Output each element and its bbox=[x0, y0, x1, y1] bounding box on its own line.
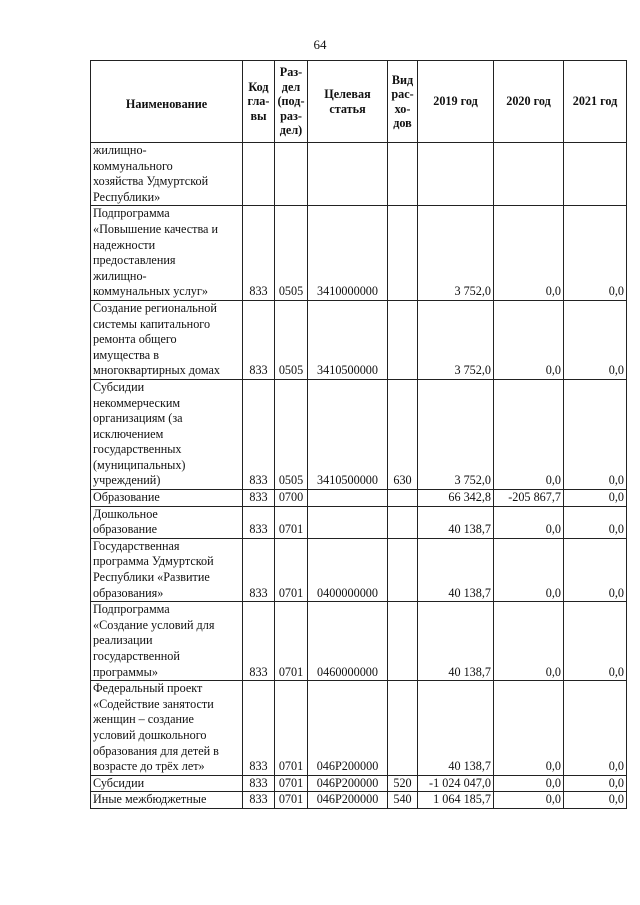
cell-y2020: 0,0 bbox=[494, 206, 564, 301]
cell-statya: 3410500000 bbox=[308, 379, 388, 489]
table-row bbox=[91, 379, 627, 489]
cell-y2020: 0,0 bbox=[494, 602, 564, 681]
cell-kod: 833 bbox=[243, 775, 275, 792]
cell-kod: 833 bbox=[243, 538, 275, 601]
cell-y2020: 0,0 bbox=[494, 775, 564, 792]
cell-razdel: 0505 bbox=[275, 206, 308, 301]
cell-vid: 630 bbox=[388, 379, 418, 489]
table-body bbox=[91, 143, 627, 809]
cell-statya bbox=[308, 490, 388, 507]
cell-statya: 046P200000 bbox=[308, 775, 388, 792]
cell-kod: 833 bbox=[243, 602, 275, 681]
header-2020: 2020 год bbox=[494, 61, 564, 143]
header-name: Наименование bbox=[91, 61, 243, 143]
table-row bbox=[91, 538, 627, 601]
cell-y2020: 0,0 bbox=[494, 681, 564, 776]
cell-razdel: 0701 bbox=[275, 602, 308, 681]
table-row bbox=[91, 490, 627, 507]
cell-y2019: 3 752,0 bbox=[418, 379, 494, 489]
cell-y2021 bbox=[564, 143, 627, 206]
header-statya: Целевая статья bbox=[308, 61, 388, 143]
cell-y2021: 0,0 bbox=[564, 681, 627, 776]
cell-razdel: 0701 bbox=[275, 792, 308, 809]
cell-name: Создание региональной системы капитального ремонта общего имущества в многоквартирных домах bbox=[91, 300, 243, 379]
cell-razdel: 0505 bbox=[275, 379, 308, 489]
cell-y2021: 0,0 bbox=[564, 538, 627, 601]
cell-vid bbox=[388, 300, 418, 379]
cell-vid bbox=[388, 490, 418, 507]
cell-vid: 520 bbox=[388, 775, 418, 792]
cell-razdel bbox=[275, 143, 308, 206]
cell-statya: 3410000000 bbox=[308, 206, 388, 301]
cell-name: Федеральный проект «Содействие занятости женщин – создание условий дошкольного образования для детей в возрасте до трёх лет» bbox=[91, 681, 243, 776]
cell-vid bbox=[388, 602, 418, 681]
cell-vid bbox=[388, 206, 418, 301]
cell-kod: 833 bbox=[243, 379, 275, 489]
cell-y2020: 0,0 bbox=[494, 538, 564, 601]
cell-vid bbox=[388, 681, 418, 776]
cell-razdel: 0505 bbox=[275, 300, 308, 379]
cell-y2020: -205 867,7 bbox=[494, 490, 564, 507]
cell-vid bbox=[388, 538, 418, 601]
cell-statya: 0400000000 bbox=[308, 538, 388, 601]
table-row bbox=[91, 206, 627, 301]
cell-y2019 bbox=[418, 143, 494, 206]
cell-y2021: 0,0 bbox=[564, 602, 627, 681]
cell-name: Государственная программа Удмуртской Республики «Развитие образования» bbox=[91, 538, 243, 601]
table-row bbox=[91, 506, 627, 538]
cell-statya: 3410500000 bbox=[308, 300, 388, 379]
cell-kod: 833 bbox=[243, 506, 275, 538]
cell-y2020 bbox=[494, 143, 564, 206]
cell-razdel: 0700 bbox=[275, 490, 308, 507]
cell-kod: 833 bbox=[243, 490, 275, 507]
cell-vid bbox=[388, 143, 418, 206]
cell-y2021: 0,0 bbox=[564, 379, 627, 489]
header-2019: 2019 год bbox=[418, 61, 494, 143]
cell-razdel: 0701 bbox=[275, 775, 308, 792]
table-row bbox=[91, 143, 627, 206]
header-razdel: Раз- дел (под- раз- дел) bbox=[275, 61, 308, 143]
cell-y2021: 0,0 bbox=[564, 775, 627, 792]
cell-statya: 046P200000 bbox=[308, 792, 388, 809]
cell-y2019: 1 064 185,7 bbox=[418, 792, 494, 809]
cell-y2021: 0,0 bbox=[564, 300, 627, 379]
cell-vid: 540 bbox=[388, 792, 418, 809]
cell-name: Подпрограмма «Повышение качества и надежности предоставления жилищно- коммунальных услуг» bbox=[91, 206, 243, 301]
cell-y2020: 0,0 bbox=[494, 379, 564, 489]
cell-y2019: 3 752,0 bbox=[418, 206, 494, 301]
table-row bbox=[91, 681, 627, 776]
cell-kod: 833 bbox=[243, 300, 275, 379]
table-row bbox=[91, 775, 627, 792]
cell-kod: 833 bbox=[243, 681, 275, 776]
cell-name: Подпрограмма «Создание условий для реализации государственной программы» bbox=[91, 602, 243, 681]
cell-razdel: 0701 bbox=[275, 681, 308, 776]
table-row bbox=[91, 602, 627, 681]
table-row bbox=[91, 300, 627, 379]
cell-y2019: 40 138,7 bbox=[418, 506, 494, 538]
header-vid: Вид рас- хо- дов bbox=[388, 61, 418, 143]
cell-name: Субсидии некоммерческим организациям (за исключением государственных (муниципальных) учреждений) bbox=[91, 379, 243, 489]
budget-table bbox=[90, 60, 627, 809]
cell-razdel: 0701 bbox=[275, 538, 308, 601]
cell-name: Иные межбюджетные bbox=[91, 792, 243, 809]
cell-kod bbox=[243, 143, 275, 206]
cell-y2021: 0,0 bbox=[564, 206, 627, 301]
cell-razdel: 0701 bbox=[275, 506, 308, 538]
cell-name: жилищно- коммунального хозяйства Удмуртской Республики» bbox=[91, 143, 243, 206]
cell-y2019: 3 752,0 bbox=[418, 300, 494, 379]
cell-y2019: 66 342,8 bbox=[418, 490, 494, 507]
table-header bbox=[91, 61, 627, 143]
cell-y2019: 40 138,7 bbox=[418, 681, 494, 776]
cell-y2019: 40 138,7 bbox=[418, 602, 494, 681]
cell-y2020: 0,0 bbox=[494, 300, 564, 379]
cell-statya: 0460000000 bbox=[308, 602, 388, 681]
header-kod: Код гла- вы bbox=[243, 61, 275, 143]
cell-y2021: 0,0 bbox=[564, 792, 627, 809]
cell-kod: 833 bbox=[243, 206, 275, 301]
cell-y2021: 0,0 bbox=[564, 490, 627, 507]
cell-y2019: 40 138,7 bbox=[418, 538, 494, 601]
cell-y2020: 0,0 bbox=[494, 792, 564, 809]
cell-statya bbox=[308, 143, 388, 206]
cell-name: Образование bbox=[91, 490, 243, 507]
cell-y2021: 0,0 bbox=[564, 506, 627, 538]
header-2021: 2021 год bbox=[564, 61, 627, 143]
cell-name: Субсидии bbox=[91, 775, 243, 792]
cell-vid bbox=[388, 506, 418, 538]
cell-y2020: 0,0 bbox=[494, 506, 564, 538]
table-row bbox=[91, 792, 627, 809]
cell-statya: 046P200000 bbox=[308, 681, 388, 776]
page-number: 64 bbox=[313, 37, 327, 52]
cell-statya bbox=[308, 506, 388, 538]
cell-name: Дошкольное образование bbox=[91, 506, 243, 538]
cell-kod: 833 bbox=[243, 792, 275, 809]
cell-y2019: -1 024 047,0 bbox=[418, 775, 494, 792]
